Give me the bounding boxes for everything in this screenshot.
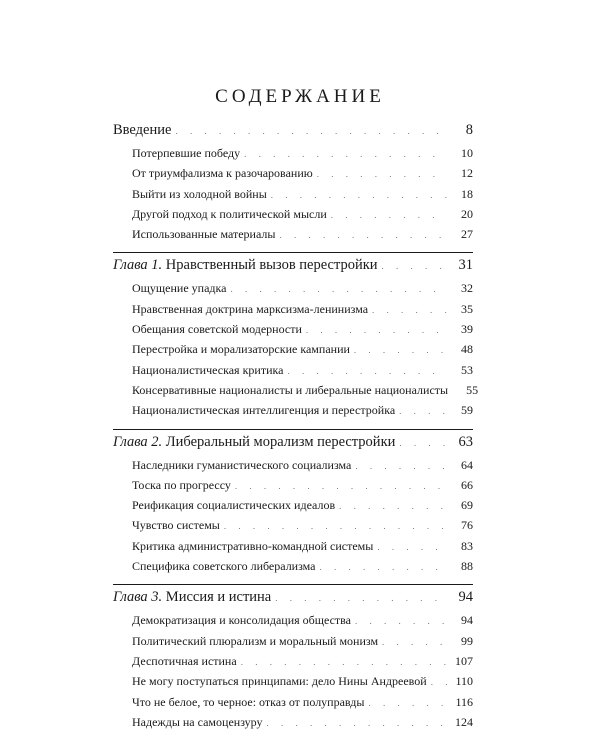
dot-leader [241,657,447,667]
dot-leader [287,366,447,376]
dot-leader [224,521,447,531]
section-row[interactable] [113,674,473,694]
section-page-number: 55 [466,382,479,397]
dot-leader [267,718,447,728]
section-page-number: 27 [461,227,473,242]
section-row[interactable] [113,302,473,322]
dot-leader [354,345,447,355]
section-title: Не могу поступаться принципами: дело Нины Андреевой [132,674,427,689]
section-row[interactable] [113,227,473,247]
section-title: Другой подход к политической мысли [132,206,327,221]
dot-leader [230,284,447,294]
section-title: Нравственная доктрина марксизма-ленинизма [132,301,369,316]
chapter-heading [113,257,378,274]
section-row[interactable] [113,166,473,186]
dot-leader [320,562,447,572]
section-page-number: 35 [461,301,473,316]
section-row[interactable] [113,146,473,166]
dot-leader [306,325,447,335]
section-row[interactable] [113,559,473,579]
chapter-number: Глава 2. [113,433,163,450]
chapter-heading-row[interactable] [113,122,473,146]
section-row[interactable] [113,363,473,383]
dot-leader [271,190,447,200]
dot-leader [244,149,447,159]
section-page-number: 64 [461,457,473,472]
section-page-number: 110 [455,674,473,689]
dot-leader [175,126,447,136]
section-row[interactable] [113,458,473,478]
chapter-block [113,584,473,735]
dot-leader [355,616,447,626]
section-page-number: 32 [461,281,473,296]
chapter-page-number: 94 [458,589,473,606]
section-title: Потерпевшие победу [132,146,241,160]
dot-leader [382,637,447,647]
chapter-heading [113,434,395,451]
chapter-heading [113,122,171,139]
section-title: Чувство системы [132,518,220,533]
section-row[interactable] [113,715,473,735]
section-page-number: 18 [461,186,473,201]
section-row[interactable] [113,403,473,423]
section-title: Националистическая интеллигенция и перестройка [132,403,396,418]
section-page-number: 69 [461,498,473,513]
section-title: Тоска по прогрессу [132,477,231,492]
section-row[interactable] [113,187,473,207]
chapter-title: Либеральный морализм перестройки [165,433,396,450]
chapter-block [113,252,479,423]
dot-leader [317,169,447,179]
section-title: Что не белое, то черное: отказ от полуправды [132,694,365,709]
chapter-page-number: 31 [458,257,473,274]
section-title: Деспотичная истина [132,653,237,668]
section-title: Специфика советского либерализма [132,559,316,574]
dot-leader [431,677,447,687]
section-row[interactable] [113,539,473,559]
section-title: Консервативные националисты и либеральные националисты [132,382,449,397]
section-title: Политический плюрализм и моральный монизм [132,633,379,648]
chapter-heading-row[interactable] [113,434,473,458]
dot-leader [331,210,447,220]
chapter-heading [113,589,271,606]
section-title: Ощущение упадка [132,281,227,296]
section-title: Надежды на самоцензуру [132,714,263,729]
chapter-page-number: 8 [465,122,473,138]
dot-leader [399,406,447,416]
section-page-number: 66 [461,477,473,492]
chapter-title: Введение [113,122,172,138]
section-title: Обещания советской модерности [132,322,302,337]
section-page-number: 20 [461,206,473,221]
section-title: Перестройка и морализаторские кампании [132,342,350,357]
section-row[interactable] [113,695,473,715]
dot-leader [382,261,447,271]
section-row[interactable] [113,498,473,518]
dot-leader [368,698,447,708]
chapter-heading-row[interactable] [113,589,473,613]
section-page-number: 99 [461,633,473,648]
dot-leader [339,501,447,511]
section-title: Выйти из холодной войны [132,186,267,201]
table-of-contents [113,122,479,735]
section-page-number: 59 [461,403,473,418]
section-title: Использованные материалы [132,227,276,242]
section-page-number: 12 [461,166,473,181]
section-page-number: 48 [461,342,473,357]
chapter-title: Миссия и истина [165,589,272,606]
section-row[interactable] [113,342,473,362]
section-page-number: 83 [461,538,473,553]
dot-leader [372,305,447,315]
chapter-number: Глава 3. [113,589,163,606]
page-title: СОДЕРЖАНИЕ [215,86,385,107]
section-page-number: 88 [461,559,473,574]
chapter-number: Глава 1. [113,257,163,274]
chapter-block [113,429,473,580]
dot-leader [399,438,447,448]
section-page-number: 53 [461,362,473,377]
section-row[interactable] [113,613,473,633]
section-title: Демократизация и консолидация общества [132,613,352,628]
dot-leader [275,593,447,603]
section-title: Националистическая критика [132,362,284,377]
chapter-block [113,122,473,247]
section-page-number: 116 [455,694,473,709]
chapter-page-number: 63 [458,433,473,450]
section-row[interactable] [113,281,473,301]
section-title: Критика административно-командной системы [132,538,374,553]
dot-leader [235,481,447,491]
dot-leader [279,230,447,240]
section-title: Наследники гуманистического социализма [132,457,352,472]
chapter-heading-row[interactable] [113,257,473,281]
section-row[interactable] [113,382,479,403]
section-page-number: 94 [461,613,473,628]
section-row[interactable] [113,322,473,342]
section-row[interactable] [113,518,473,538]
section-page-number: 39 [461,322,473,337]
section-title: От триумфализма к разочарованию [132,166,313,181]
section-row[interactable] [113,634,473,654]
section-page-number: 124 [455,714,473,729]
section-page-number: 76 [461,518,473,533]
section-row[interactable] [113,478,473,498]
section-row[interactable] [113,207,473,227]
chapter-title: Нравственный вызов перестройки [165,257,378,274]
section-page-number: 107 [455,653,473,668]
section-page-number: 10 [461,146,473,160]
section-title: Реификация социалистических идеалов [132,498,336,513]
section-row[interactable] [113,654,473,674]
dot-leader [355,461,447,471]
dot-leader [377,542,447,552]
